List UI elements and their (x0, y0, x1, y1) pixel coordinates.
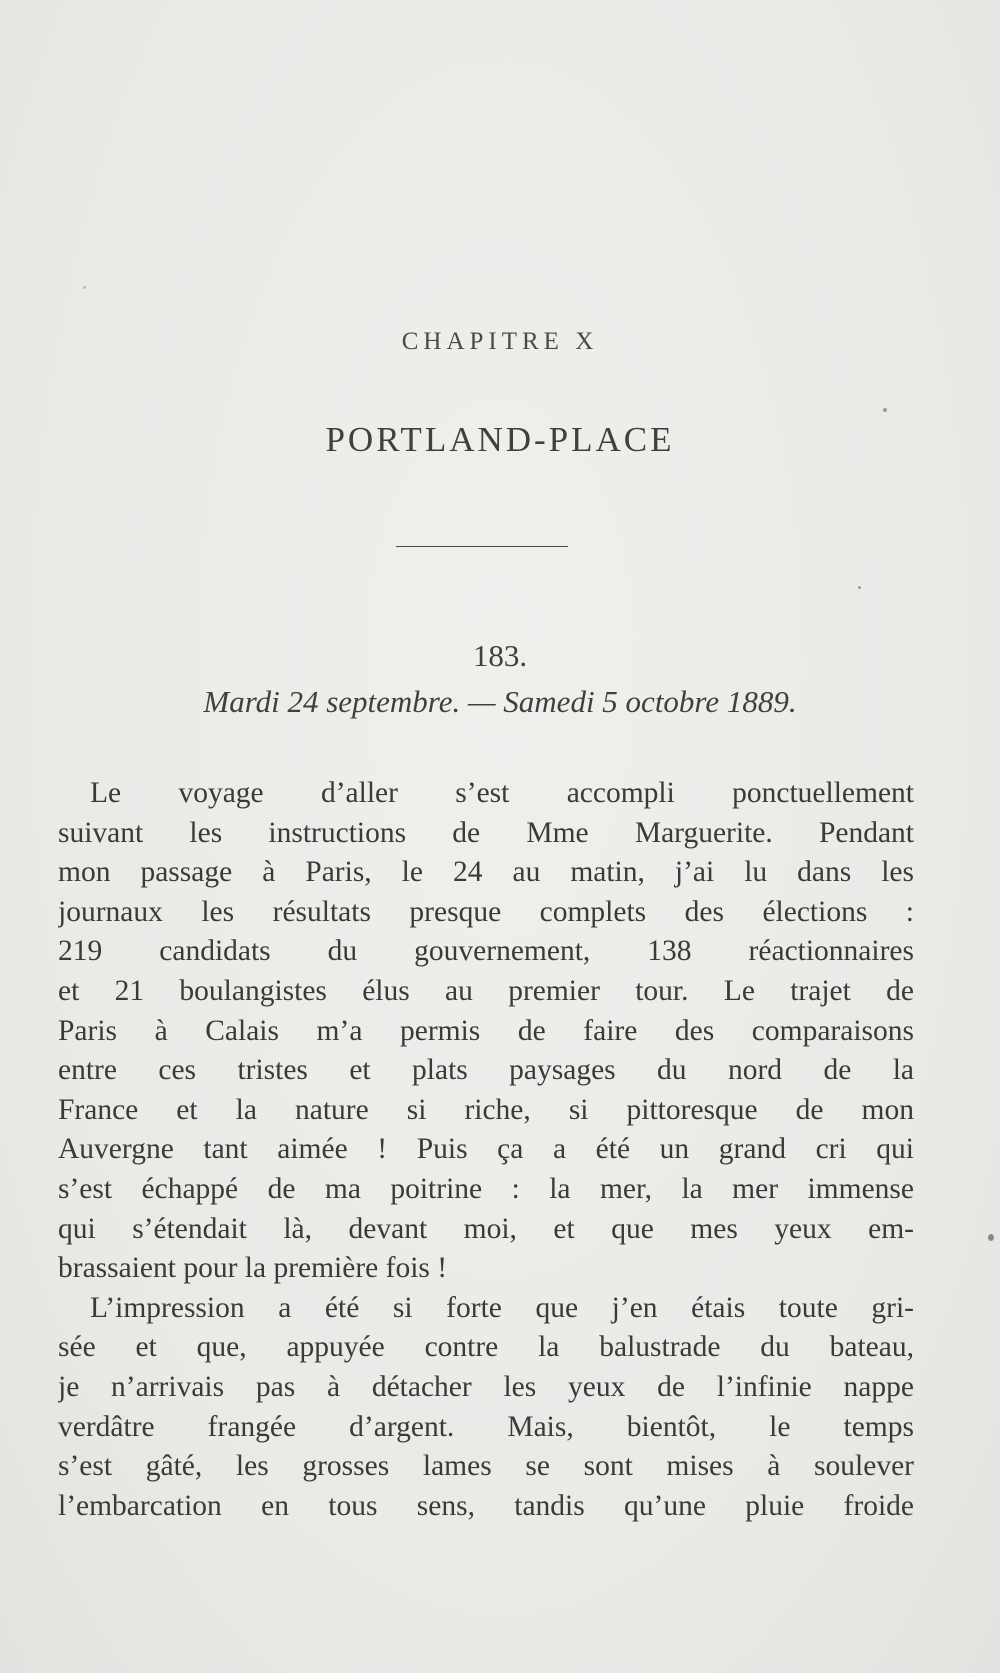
text-line: sée et que, appuyée contre la balustrade du bateau, (58, 1331, 914, 1364)
chapter-label: CHAPITRE X (401, 328, 599, 355)
section-number: 183. (472, 638, 528, 673)
text-line: L’impression a été si forte que j’en étais toute gri- (90, 1291, 914, 1324)
text-line: Auvergne tant aimée ! Puis ça a été un grand cri qui (58, 1133, 914, 1166)
paper-speck (883, 408, 887, 412)
paper-speck (858, 586, 861, 589)
text-line: verdâtre frangée d’argent. Mais, bientôt, le temps (58, 1410, 914, 1443)
text-line: journaux les résultats presque complets des élections : (58, 895, 914, 928)
text-line: s’est gâté, les grosses lames se sont mises à soulever (58, 1450, 914, 1483)
paper-speck (988, 1234, 994, 1241)
text-line: France et la nature si riche, si pittoresque de mon (58, 1093, 914, 1126)
paper-speck (83, 286, 86, 289)
section-divider (396, 546, 568, 547)
text-line: l’embarcation en tous sens, tandis qu’une pluie froide (58, 1489, 914, 1522)
text-line: s’est échappé de ma poitrine : la mer, la mer immense (58, 1172, 914, 1205)
text-line: mon passage à Paris, le 24 au matin, j’ai lu dans les (58, 856, 914, 889)
section-dates: Mardi 24 septembre. — Samedi 5 octobre 1889. (203, 684, 797, 719)
text-line: qui s’étendait là, devant moi, et que mes yeux em- (58, 1212, 914, 1245)
text-line: je n’arrivais pas à détacher les yeux de l’infinie nappe (58, 1370, 914, 1403)
text-line: entre ces tristes et plats paysages du nord de la (58, 1054, 914, 1087)
text-line: suivant les instructions de Mme Marguerite. Pendant (58, 816, 914, 849)
body-text (58, 774, 914, 1526)
chapter-title: PORTLAND-PLACE (325, 420, 675, 459)
text-line: Le voyage d’aller s’est accompli ponctuellement (90, 777, 914, 809)
text-line: et 21 boulangistes élus au premier tour. Le trajet de (58, 974, 914, 1007)
text-line: 219 candidats du gouvernement, 138 réactionnaires (58, 935, 914, 968)
text-line: brassaient pour la première fois ! (58, 1252, 448, 1285)
text-line: Paris à Calais m’a permis de faire des comparaisons (58, 1014, 914, 1047)
